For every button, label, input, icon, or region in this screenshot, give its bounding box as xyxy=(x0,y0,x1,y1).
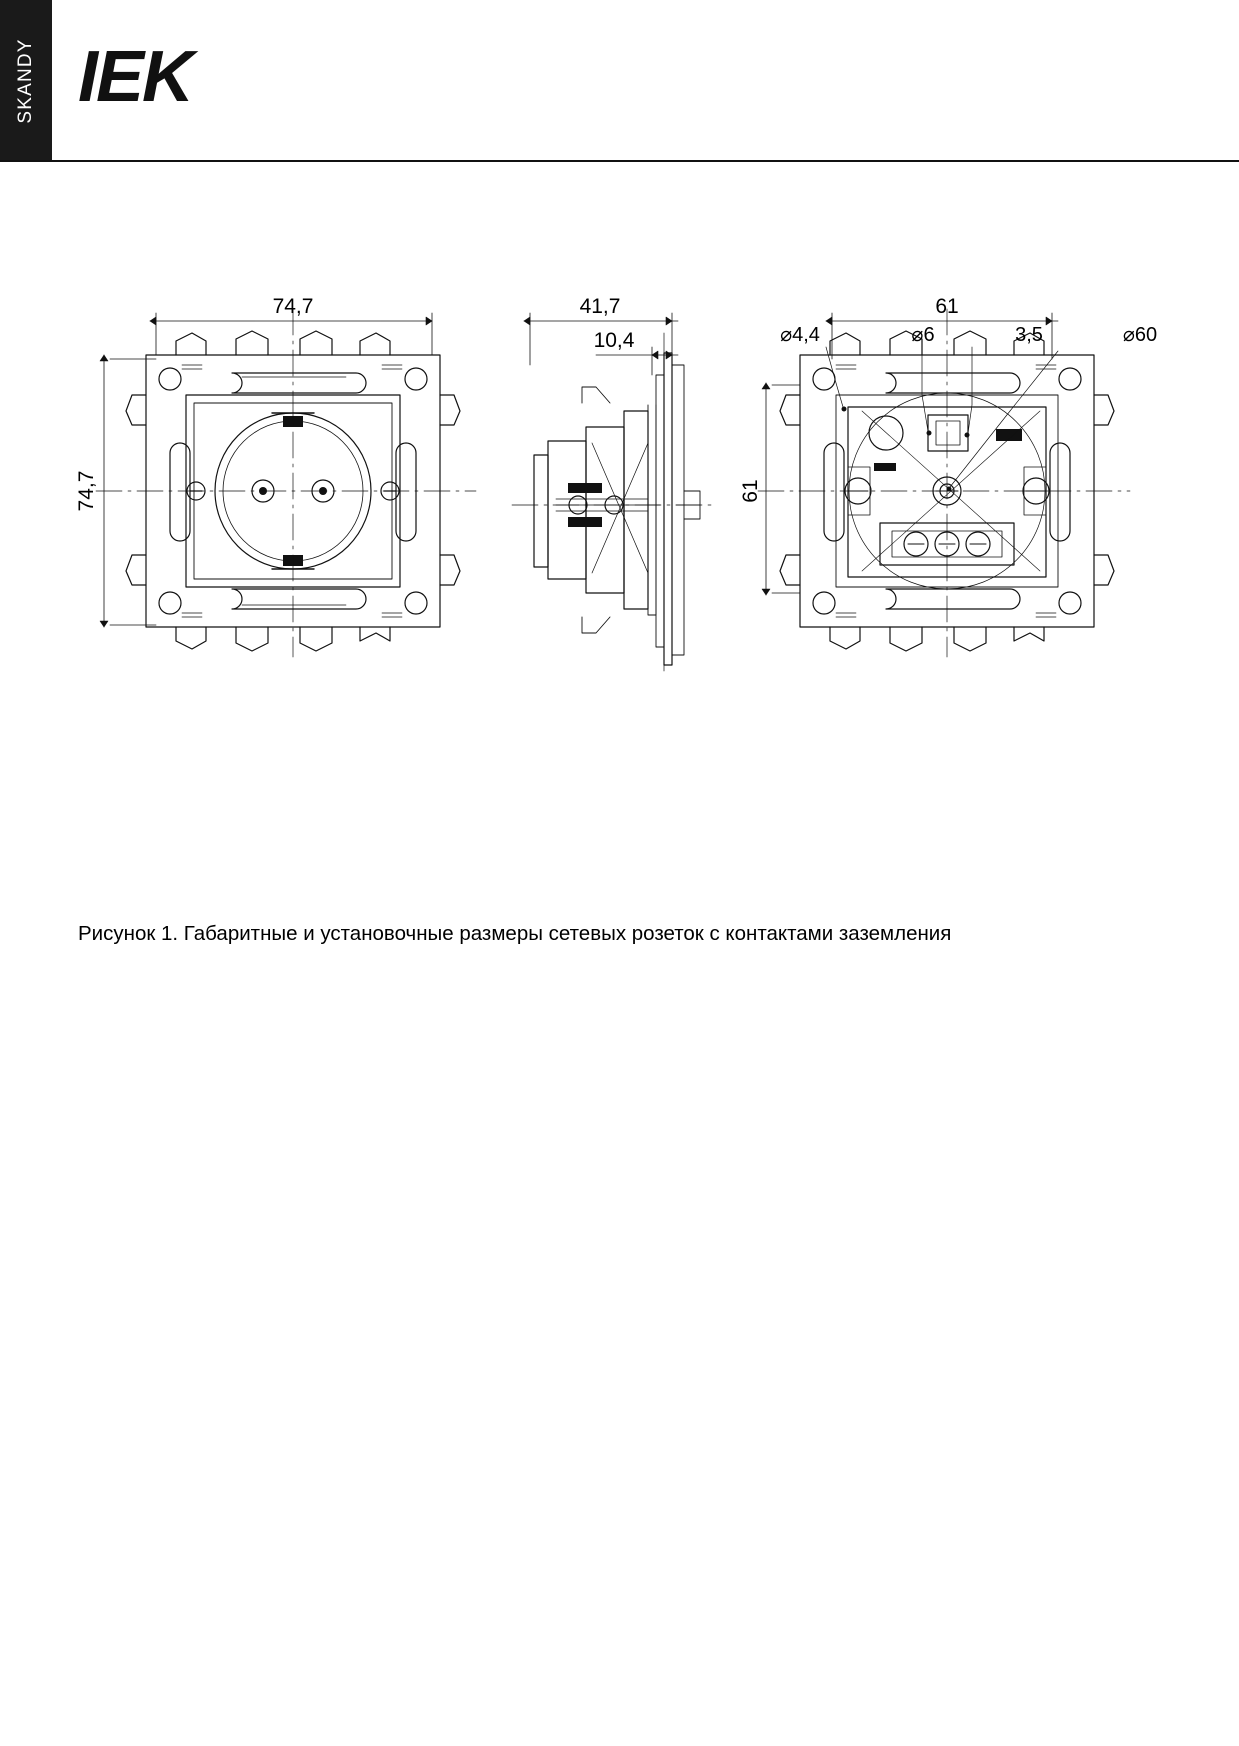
dim-circle-60: ⌀60 xyxy=(1122,324,1158,346)
header-divider xyxy=(0,160,1239,162)
iek-logo-icon xyxy=(78,37,193,117)
side-view xyxy=(512,313,716,671)
figure-caption: Рисунок 1. Габаритные и установочные размеры сетевых розеток с контактами заземления xyxy=(78,922,952,945)
dim-side-flange: 10,4 xyxy=(593,329,635,352)
figure-drawing xyxy=(0,255,1239,675)
dim-side-depth: 41,7 xyxy=(579,295,621,318)
page-header xyxy=(0,0,1239,162)
dim-rear-width: 61 xyxy=(935,295,959,318)
dim-front-height: 74,7 xyxy=(75,470,98,512)
dim-hole-44: ⌀4,4 xyxy=(780,324,820,346)
dim-35: 3,5 xyxy=(1015,324,1043,346)
dim-front-width: 74,7 xyxy=(272,295,314,318)
front-view xyxy=(96,309,476,657)
brand-side-label: SKANDY xyxy=(15,38,36,124)
rear-view xyxy=(758,309,1130,657)
logo-text: IEK xyxy=(78,37,193,117)
dim-hole-6: ⌀6 xyxy=(911,324,935,346)
brand-side-block xyxy=(0,0,52,162)
dim-rear-height: 61 xyxy=(739,479,762,503)
